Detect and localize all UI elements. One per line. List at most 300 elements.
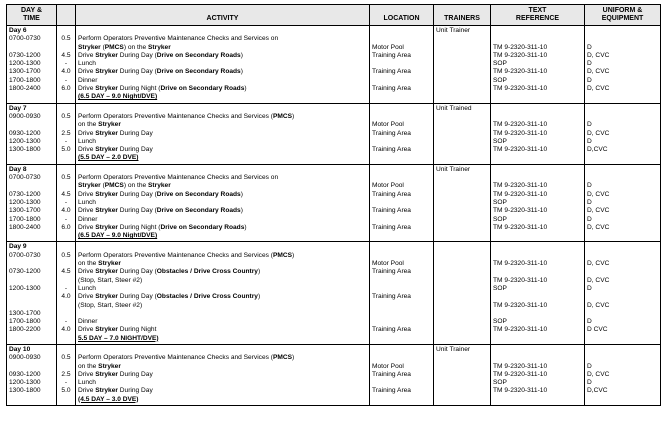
location-value (372, 35, 431, 43)
location-value (372, 318, 431, 326)
blank-line (78, 166, 367, 174)
hours-value: - (64, 76, 68, 84)
location-value: Training Area (372, 326, 411, 334)
location-value (372, 77, 431, 85)
activity-line (78, 293, 367, 301)
activity-emphasis: Drive on Secondary Roads (160, 223, 245, 231)
uniform-value (587, 293, 658, 301)
uniform-value: D CVC (587, 326, 608, 334)
reference-value: TM 9-2320-311-10 (493, 121, 548, 129)
location-value: Training Area (372, 207, 411, 215)
activity-line (78, 146, 367, 154)
activity-text: Drive (78, 68, 96, 76)
day-label: Day 8 (9, 165, 27, 173)
location-value (372, 174, 431, 182)
time-slot: 1800-2200 (9, 326, 41, 334)
reference-value (493, 268, 582, 276)
activity-emphasis: PMCS (272, 251, 293, 259)
uniform-value: D (587, 215, 592, 223)
uniform-value: D,CVC (587, 387, 608, 395)
activity-text: on the (78, 362, 99, 370)
reference-value: TM 9-2320-311-10 (493, 190, 548, 198)
uniform-value: D (587, 60, 592, 68)
activity-cell (76, 344, 370, 405)
location-value (372, 379, 431, 387)
activity-text: During Day (117, 146, 153, 154)
blank-line (9, 335, 54, 343)
blank-line (78, 346, 367, 354)
time-slot: 1700-1800 (9, 318, 41, 326)
reference-value: TM 9-2320-311-10 (493, 276, 548, 284)
location-value: Training Area (372, 293, 411, 301)
location-cell (370, 344, 434, 405)
reference-value (493, 310, 582, 318)
hours-value: 0.5 (61, 251, 71, 259)
hours-value (59, 182, 73, 190)
time-slot: 1700-1800 (9, 215, 41, 223)
activity-emphasis: Stryker (98, 362, 121, 370)
activity-emphasis: Stryker (95, 190, 118, 198)
activity-text: During Day ( (117, 207, 157, 215)
activity-text: ( (100, 182, 105, 190)
blank-line (587, 27, 658, 35)
day-time-cell (7, 26, 57, 104)
activity-emphasis: Stryker (95, 129, 118, 137)
activity-emphasis: Stryker (95, 85, 118, 93)
activity-text: During Day (117, 129, 153, 137)
location-value: Training Area (372, 223, 411, 231)
uniform-value: D (587, 318, 592, 326)
hours-cell (57, 344, 76, 405)
location-value: Training Area (372, 85, 411, 93)
location-value (372, 216, 431, 224)
activity-line (78, 52, 367, 60)
blank-line (78, 105, 367, 113)
uniform-value: D (587, 76, 592, 84)
activity-text: Drive (78, 387, 96, 395)
header-location: LOCATION (370, 5, 434, 26)
training-schedule-table (6, 4, 661, 406)
location-value: Motor Pool (372, 362, 404, 370)
location-value: Motor Pool (372, 121, 404, 129)
activity-line (78, 35, 367, 43)
time-slot: 1300-1800 (9, 146, 41, 154)
header-day-time-line-1: DAY & (20, 7, 42, 14)
hours-value: 6.0 (61, 85, 71, 93)
day-label: Day 10 (9, 345, 31, 353)
blank-line (59, 27, 73, 35)
reference-value: TM 9-2320-311-10 (493, 301, 548, 309)
activity-emphasis: Stryker (95, 223, 118, 231)
reference-value: TM 9-2320-311-10 (493, 68, 548, 76)
day-summary: (4.5 DAY – 3.0 DVE) (78, 395, 139, 403)
hours-value: - (64, 318, 68, 326)
reference-value: TM 9-2320-311-10 (493, 129, 548, 137)
trainer-label (436, 243, 488, 251)
day-block (7, 164, 661, 242)
uniform-value (587, 252, 658, 260)
uniform-value: D,CVC (587, 146, 608, 154)
activity-emphasis: Drive on Secondary Roads (156, 207, 241, 215)
reference-value: SOP (493, 379, 507, 387)
reference-value (493, 113, 582, 121)
header-hours (57, 5, 76, 26)
location-value (372, 252, 431, 260)
activity-text: Drive (78, 190, 96, 198)
uniform-cell (585, 26, 661, 104)
reference-cell (491, 164, 585, 242)
hours-value (59, 277, 73, 285)
activity-text: ( (100, 43, 105, 51)
hours-value: 4.5 (61, 190, 71, 198)
time-slot (9, 363, 54, 371)
uniform-value: D, CVC (587, 85, 610, 93)
activity-text: (Stop, Start, Steer #2) (78, 301, 143, 309)
activity-emphasis: PMCS (104, 182, 124, 190)
time-slot: 1300-1700 (9, 309, 41, 317)
blank-line (493, 105, 582, 113)
activity-text: ) on the (123, 182, 149, 190)
activity-text: ) (257, 293, 261, 301)
blank-line (78, 27, 367, 35)
time-slot: 0730-1200 (9, 51, 41, 59)
activity-text: ) (257, 268, 261, 276)
time-slot: 0900-0930 (9, 354, 41, 362)
hours-value (59, 302, 73, 310)
reference-value: TM 9-2320-311-10 (493, 207, 548, 215)
uniform-value: D, CVC (587, 260, 610, 268)
activity-line (78, 379, 367, 387)
location-cell (370, 164, 434, 242)
activity-text: ) (292, 354, 295, 362)
activity-emphasis: Stryker (98, 260, 121, 268)
hours-value: 4.0 (61, 68, 71, 76)
activity-emphasis: Stryker (148, 182, 171, 190)
uniform-value: D, CVC (587, 223, 610, 231)
hours-value: - (64, 379, 68, 387)
uniform-cell (585, 164, 661, 242)
activity-emphasis: Drive on Secondary Roads (156, 68, 241, 76)
activity-emphasis: Stryker (95, 293, 118, 301)
activity-text: Drive (78, 85, 96, 93)
location-value: Training Area (372, 387, 411, 395)
activity-text: ) (240, 190, 243, 198)
activity-line (78, 277, 367, 285)
header-row (7, 5, 661, 26)
time-slot (9, 121, 54, 129)
activity-emphasis: Obstacles / Drive Cross Country (156, 293, 258, 301)
location-value: Training Area (372, 146, 411, 154)
day-time-cell (7, 103, 57, 164)
uniform-value (587, 113, 658, 121)
activity-line (78, 216, 367, 224)
time-slot (9, 277, 54, 285)
location-value: Training Area (372, 68, 411, 76)
activity-text: ) (240, 68, 243, 76)
day-block (7, 344, 661, 405)
activity-text: During Day ( (117, 190, 157, 198)
time-slot: 0930-1200 (9, 129, 41, 137)
day-block (7, 26, 661, 104)
hours-value (59, 310, 73, 318)
reference-cell (491, 242, 585, 345)
location-cell (370, 26, 434, 104)
reference-value: TM 9-2320-311-10 (493, 370, 548, 378)
reference-value: TM 9-2320-311-10 (493, 223, 548, 231)
activity-text: Dinner (78, 76, 98, 84)
blank-line (59, 243, 73, 251)
blank-line (493, 27, 582, 35)
header-activity: ACTIVITY (76, 5, 370, 26)
time-slot: 1200-1300 (9, 284, 41, 292)
activity-text: Drive (78, 293, 96, 301)
activity-text: Lunch (78, 379, 96, 387)
time-slot: 1200-1300 (9, 379, 41, 387)
activity-text: Dinner (78, 215, 98, 223)
activity-text: ) (244, 223, 247, 231)
location-value (372, 277, 431, 285)
activity-text: ) (292, 112, 295, 120)
hours-value: 2.5 (61, 370, 71, 378)
blank-line (59, 105, 73, 113)
location-value (372, 113, 431, 121)
activity-text: ) (244, 85, 247, 93)
activity-text: Lunch (78, 137, 96, 145)
activity-text: (Stop, Start, Steer #2) (78, 276, 143, 284)
blank-line (59, 346, 73, 354)
hours-value: 0.5 (61, 174, 71, 182)
activity-text: Drive (78, 146, 96, 154)
activity-text: Drive (78, 370, 96, 378)
location-value (372, 285, 431, 293)
activity-line (78, 207, 367, 215)
header-day-time (7, 5, 57, 26)
header-day-time-line-2: TIME (23, 15, 40, 22)
uniform-value: D (587, 137, 592, 145)
location-cell (370, 242, 434, 345)
time-slot: 0700-0730 (9, 251, 41, 259)
uniform-value (587, 268, 658, 276)
activity-text: During Day ( (117, 51, 157, 59)
activity-line (78, 318, 367, 326)
reference-cell (491, 344, 585, 405)
activity-text: Lunch (78, 284, 96, 292)
hours-value (59, 363, 73, 371)
time-slot: 0700-0730 (9, 35, 41, 43)
activity-emphasis: Stryker (78, 43, 101, 51)
blank-line (78, 243, 367, 251)
time-slot: 0900-0930 (9, 112, 41, 120)
location-value: Motor Pool (372, 260, 404, 268)
day-block (7, 242, 661, 345)
trainer-cell (434, 242, 491, 345)
blank-line (9, 154, 54, 162)
blank-line (493, 243, 582, 251)
uniform-cell (585, 103, 661, 164)
time-slot: 0930-1200 (9, 370, 41, 378)
blank-line (372, 27, 431, 35)
hours-value (59, 44, 73, 52)
time-slot (9, 44, 54, 52)
reference-value: SOP (493, 76, 507, 84)
activity-text: on the (78, 121, 99, 129)
activity-line (78, 371, 367, 379)
activity-emphasis: PMCS (272, 112, 293, 120)
activity-emphasis: Stryker (78, 182, 101, 190)
trainer-cell (434, 164, 491, 242)
blank-line (9, 232, 54, 240)
trainer-label: Unit Trainer (436, 345, 471, 353)
hours-value (59, 260, 73, 268)
time-slot: 1200-1300 (9, 60, 41, 68)
reference-value: SOP (493, 198, 507, 206)
activity-text: on the (78, 260, 99, 268)
time-slot (9, 260, 54, 268)
activity-emphasis: PMCS (104, 43, 124, 51)
activity-line (78, 138, 367, 146)
uniform-value: D, CVC (587, 190, 610, 198)
activity-line (78, 268, 367, 276)
activity-emphasis: Drive on Secondary Roads (156, 51, 241, 59)
uniform-value (587, 35, 658, 43)
hours-value: 0.5 (61, 354, 71, 362)
activity-emphasis: Stryker (95, 51, 118, 59)
reference-value: TM 9-2320-311-10 (493, 326, 548, 334)
activity-text: Perform Operators Preventive Maintenance Checks and Services on (78, 174, 279, 182)
reference-value: SOP (493, 215, 507, 223)
reference-value: TM 9-2320-311-10 (493, 362, 548, 370)
reference-cell (491, 26, 585, 104)
activity-line (78, 199, 367, 207)
day-label: Day 6 (9, 27, 27, 34)
reference-value: SOP (493, 60, 507, 68)
reference-value (493, 354, 582, 362)
reference-value (493, 293, 582, 301)
activity-line (78, 121, 367, 129)
activity-emphasis: Stryker (95, 68, 118, 76)
blank-line (372, 243, 431, 251)
trainer-label: Unit Trainer (436, 27, 471, 34)
time-slot: 1200-1300 (9, 198, 41, 206)
uniform-value: D, CVC (587, 276, 610, 284)
time-slot (9, 182, 54, 190)
blank-line (587, 243, 658, 251)
reference-value: SOP (493, 284, 507, 292)
header-trainers: TRAINERS (434, 5, 491, 26)
activity-text: Drive (78, 51, 96, 59)
activity-line (78, 302, 367, 310)
day-label: Day 9 (9, 243, 27, 251)
activity-cell (76, 164, 370, 242)
activity-emphasis: PMCS (272, 354, 293, 362)
uniform-value (587, 310, 658, 318)
uniform-value (587, 174, 658, 182)
time-slot: 1800-2400 (9, 85, 41, 93)
activity-text: During Day ( (117, 268, 157, 276)
time-slot: 1800-2400 (9, 223, 41, 231)
time-slot (9, 302, 54, 310)
blank-line (59, 154, 73, 162)
location-value: Training Area (372, 190, 411, 198)
hours-value: 4.0 (61, 207, 71, 215)
blank-line (372, 166, 431, 174)
activity-emphasis: Stryker (148, 43, 171, 51)
blank-line (493, 346, 582, 354)
schedule-body (7, 26, 661, 406)
activity-text: Lunch (78, 60, 96, 68)
activity-emphasis: Stryker (95, 370, 118, 378)
activity-line (78, 354, 367, 362)
activity-emphasis: Stryker (98, 121, 121, 129)
activity-line (78, 113, 367, 121)
activity-text: Perform Operators Preventive Maintenance Checks and Services on (78, 35, 279, 43)
blank-line (587, 105, 658, 113)
location-cell (370, 103, 434, 164)
activity-emphasis: Obstacles / Drive Cross Country (156, 268, 258, 276)
uniform-value (587, 354, 658, 362)
trainer-label: Unit Trained (436, 104, 472, 112)
hours-cell (57, 103, 76, 164)
activity-text: Drive (78, 326, 96, 334)
activity-text: During Night (117, 326, 157, 334)
hours-value (59, 121, 73, 129)
activity-line (78, 310, 367, 318)
activity-emphasis: Drive on Secondary Roads (156, 190, 241, 198)
hours-value: - (64, 60, 68, 68)
uniform-value: D (587, 284, 592, 292)
reference-value (493, 35, 582, 43)
reference-value: TM 9-2320-311-10 (493, 387, 548, 395)
uniform-cell (585, 242, 661, 345)
blank-line (59, 232, 73, 240)
location-value: Motor Pool (372, 43, 404, 51)
time-slot: 1300-1700 (9, 207, 41, 215)
hours-value: 4.5 (61, 268, 71, 276)
hours-value: 6.0 (61, 223, 71, 231)
trainer-cell (434, 103, 491, 164)
trainer-cell (434, 26, 491, 104)
trainer-label: Unit Trainer (436, 165, 471, 173)
location-value: Training Area (372, 370, 411, 378)
activity-emphasis: Stryker (95, 326, 118, 334)
activity-line (78, 77, 367, 85)
hours-value: 0.5 (61, 35, 71, 43)
reference-value: TM 9-2320-311-10 (493, 51, 548, 59)
time-slot: 1300-1800 (9, 387, 41, 395)
time-slot: 1200-1300 (9, 137, 41, 145)
activity-text: During Day ( (117, 68, 157, 76)
hours-value: - (64, 198, 68, 206)
time-slot: 0730-1200 (9, 268, 41, 276)
reference-value: TM 9-2320-311-10 (493, 260, 548, 268)
location-value: Training Area (372, 129, 411, 137)
location-value (372, 60, 431, 68)
activity-line (78, 363, 367, 371)
activity-text: During Night ( (117, 85, 161, 93)
header-uniform-line-2: EQUIPMENT (601, 15, 644, 22)
header-reference (491, 5, 585, 26)
activity-cell (76, 103, 370, 164)
header-reference-line-1: TEXT (528, 7, 547, 14)
time-slot: 0700-0730 (9, 174, 41, 182)
reference-value (493, 174, 582, 182)
activity-text: Drive (78, 129, 96, 137)
activity-emphasis: Stryker (95, 207, 118, 215)
reference-value: TM 9-2320-311-10 (493, 43, 548, 51)
day-time-cell (7, 164, 57, 242)
header-reference-line-2: REFERENCE (515, 15, 560, 22)
hours-cell (57, 164, 76, 242)
